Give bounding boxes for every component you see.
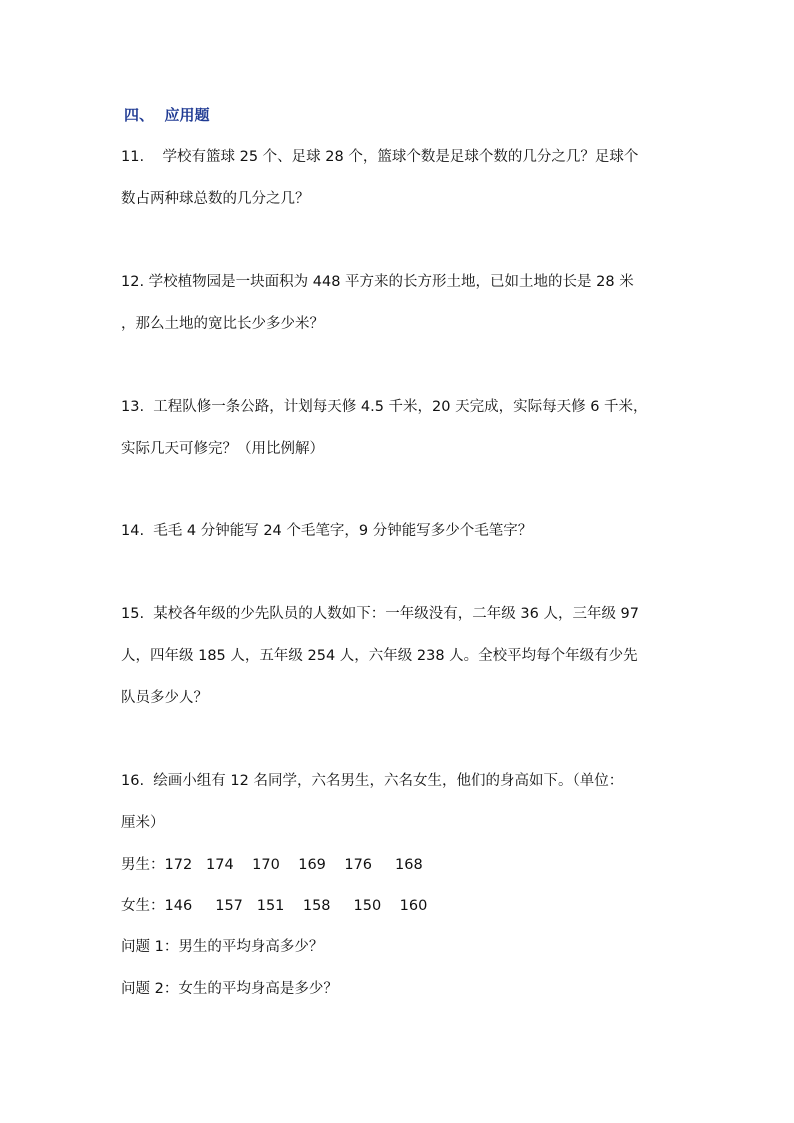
section-heading: 四、 应用题: [124, 106, 210, 124]
problem-15-line-1: 15. 某校各年级的少先队员的人数如下：一年级没有，二年级 36 人，三年级 97: [121, 606, 640, 622]
boys-heights: 男生：172 174 170 169 176 168: [121, 857, 423, 873]
problem-16-line-2: 厘米）: [121, 815, 165, 831]
problem-15-line-2: 人，四年级 185 人，五年级 254 人，六年级 238 人。全校平均每个年级有少先: [121, 648, 638, 664]
girls-heights: 女生：146 157 151 158 150 160: [121, 898, 428, 914]
question-2: 问题 2：女生的平均身高是多少？: [121, 981, 338, 997]
problem-15-line-3: 队员多少人？: [121, 690, 208, 706]
problem-14-line-1: 14. 毛毛 4 分钟能写 24 个毛笔字，9 分钟能写多少个毛笔字？: [121, 523, 533, 539]
problem-16-line-1: 16. 绘画小组有 12 名同学，六名男生，六名女生，他们的身高如下。（单位：: [121, 773, 624, 789]
problem-13-line-2: 实际几天可修完？（用比例解）: [121, 441, 324, 457]
problem-13-line-1: 13. 工程队修一条公路，计划每天修 4.5 千米，20 天完成，实际每天修 6 千米，: [121, 399, 648, 415]
problem-12-line-2: ，那么土地的宽比长少多少米？: [121, 316, 324, 332]
problem-12-line-1: 12. 学校植物园是一块面积为 448 平方来的长方形土地，已如土地的长是 28 米: [121, 274, 634, 290]
problem-11-line-2: 数占两种球总数的几分之几？: [121, 191, 310, 207]
problem-11-line-1: 11. 学校有篮球 25 个、足球 28 个，篮球个数是足球个数的几分之几？足球个: [121, 149, 639, 165]
question-1: 问题 1：男生的平均身高多少？: [121, 939, 324, 955]
